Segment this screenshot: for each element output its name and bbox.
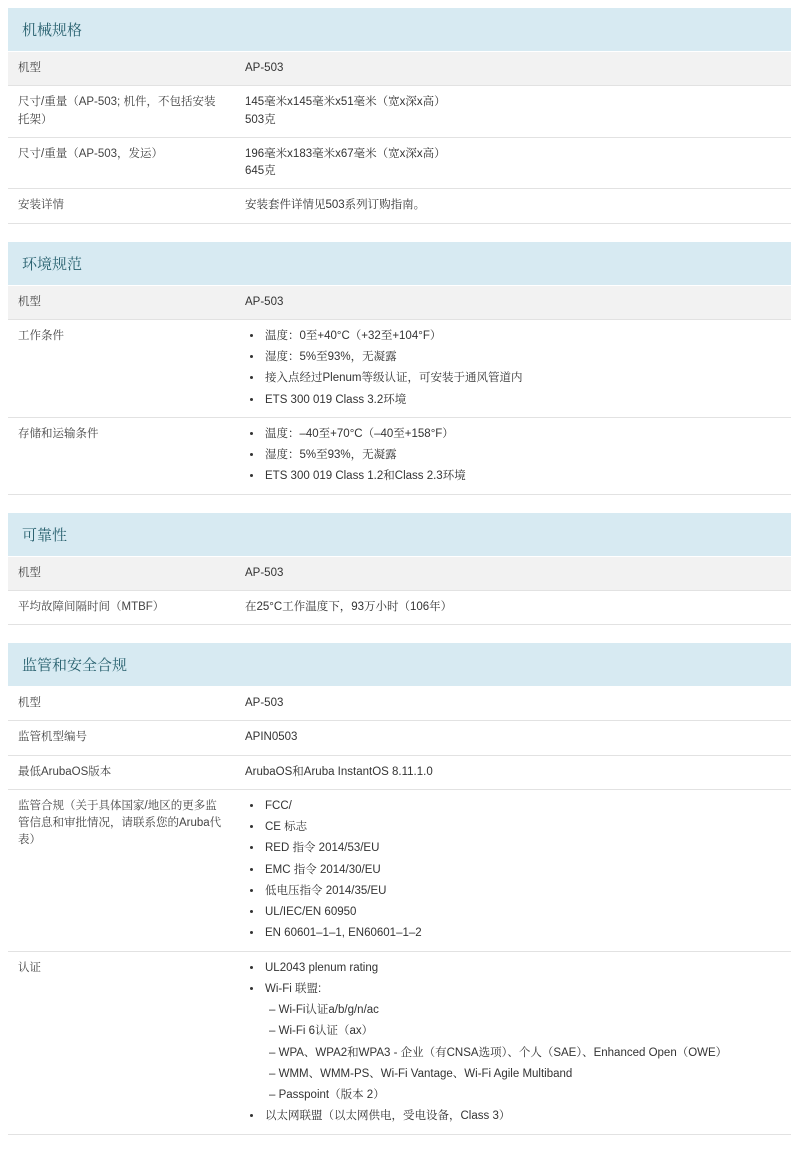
row-label: 最低ArubaOS版本	[8, 755, 235, 789]
sub-list-item: – WMM、WMM-PS、Wi-Fi Vantage、Wi-Fi Agile Multiband	[269, 1066, 781, 1083]
spec-section	[8, 242, 791, 495]
row-label: 尺寸/重量（AP-503; 机件，不包括安装托架）	[8, 86, 235, 138]
spec-table	[8, 557, 791, 626]
list-item: • ETS 300 019 Class 3.2环境	[263, 392, 781, 409]
list-item	[263, 960, 781, 977]
list-item-label: Wi-Fi 联盟:	[265, 982, 322, 995]
row-value	[235, 189, 791, 223]
row-label: 工作条件	[8, 319, 235, 417]
bullet-list	[245, 960, 781, 1126]
section-title: 机械规格	[8, 8, 791, 52]
row-label: 监管机型编号	[8, 721, 235, 755]
table-row	[8, 52, 791, 86]
bullet-list	[245, 798, 781, 943]
table-row	[8, 86, 791, 138]
list-item: • CE 标志	[263, 819, 781, 836]
spec-table	[8, 687, 791, 1135]
spec-section	[8, 513, 791, 626]
list-item: • 低电压指令 2014/35/EU	[263, 883, 781, 900]
row-value	[235, 789, 791, 951]
value-line: ArubaOS和Aruba InstantOS 8.11.1.0	[245, 765, 433, 778]
spec-table	[8, 52, 791, 224]
list-item: • 温度：–40至+70°C（–40至+158°F）	[263, 426, 781, 443]
spec-sections	[8, 8, 791, 1135]
sub-list-item: – Wi-Fi 6认证（ax）	[269, 1023, 781, 1040]
row-label: 平均故障间隔时间（MTBF）	[8, 590, 235, 624]
section-title: 监管和安全合规	[8, 643, 791, 687]
list-item: • ETS 300 019 Class 1.2和Class 2.3环境	[263, 468, 781, 485]
row-label: 尺寸/重量（AP-503，发运）	[8, 137, 235, 189]
section-title: 可靠性	[8, 513, 791, 557]
table-row	[8, 557, 791, 591]
row-value	[235, 417, 791, 494]
value-line: AP-503	[245, 62, 284, 74]
spec-section	[8, 643, 791, 1135]
table-row	[8, 951, 791, 1134]
row-value	[235, 319, 791, 417]
row-label: 监管合规（关于具体国家/地区的更多监管信息和审批情况，请联系您的Aruba代表）	[8, 789, 235, 951]
table-row	[8, 755, 791, 789]
list-item: • FCC/	[263, 798, 781, 815]
row-value	[235, 286, 791, 320]
value-line: 在25°C工作温度下，93万小时（106年）	[245, 600, 453, 613]
spec-section	[8, 8, 791, 224]
spec-table	[8, 286, 791, 495]
row-value	[235, 52, 791, 86]
row-value	[235, 951, 791, 1134]
row-label: 机型	[8, 557, 235, 591]
row-value	[235, 590, 791, 624]
list-item-label: 以太网联盟（以太网供电，受电设备，Class 3）	[265, 1110, 511, 1123]
table-row	[8, 319, 791, 417]
table-row	[8, 137, 791, 189]
sub-list-item: – Wi-Fi认证a/b/g/n/ac	[269, 1002, 781, 1019]
list-item: • UL/IEC/EN 60950	[263, 904, 781, 921]
list-item: • 湿度：5%至93%，无凝露	[263, 447, 781, 464]
value-line: APIN0503	[245, 731, 298, 744]
row-label: 认证	[8, 951, 235, 1134]
list-item: • 接入点经过Plenum等级认证，可安装于通风管道内	[263, 370, 781, 387]
value-line: 145毫米x145毫米x51毫米（宽x深x高）	[245, 96, 446, 109]
value-line: 安装套件详情见503系列订购指南。	[245, 199, 426, 212]
list-item: • EMC 指令 2014/30/EU	[263, 862, 781, 879]
value-line: AP-503	[245, 295, 284, 308]
row-value	[235, 557, 791, 591]
list-item	[263, 1108, 781, 1125]
list-item: • RED 指令 2014/53/EU	[263, 840, 781, 857]
list-item: • EN 60601–1–1, EN60601–1–2	[263, 925, 781, 942]
value-line: 196毫米x183毫米x67毫米（宽x深x高）	[245, 147, 446, 160]
bullet-list	[245, 328, 781, 409]
list-item	[263, 981, 781, 1105]
row-value	[235, 687, 791, 721]
bullet-list	[245, 426, 781, 486]
sub-list	[265, 1002, 781, 1104]
table-row	[8, 189, 791, 223]
row-value	[235, 721, 791, 755]
row-label: 机型	[8, 687, 235, 721]
row-label: 存储和运输条件	[8, 417, 235, 494]
table-row	[8, 687, 791, 721]
row-value	[235, 137, 791, 189]
value-line: AP-503	[245, 697, 284, 709]
value-line: AP-503	[245, 566, 284, 579]
table-row	[8, 721, 791, 755]
value-line: 503克	[245, 113, 276, 126]
row-value	[235, 86, 791, 138]
value-line: 645克	[245, 165, 276, 177]
row-label: 安装详情	[8, 189, 235, 223]
row-label: 机型	[8, 286, 235, 320]
row-value	[235, 755, 791, 789]
list-item-label: UL2043 plenum rating	[265, 961, 379, 974]
list-item: • 湿度：5%至93%，无凝露	[263, 349, 781, 366]
section-title: 环境规范	[8, 242, 791, 286]
table-row	[8, 417, 791, 494]
table-row	[8, 590, 791, 624]
table-row	[8, 789, 791, 951]
table-row	[8, 286, 791, 320]
sub-list-item: – WPA、WPA2和WPA3 - 企业（有CNSA选项）、个人（SAE）、Enhanced Open（OWE）	[269, 1045, 781, 1062]
row-label: 机型	[8, 52, 235, 86]
sub-list-item: – Passpoint（版本 2）	[269, 1087, 781, 1104]
list-item: • 温度：0至+40°C（+32至+104°F）	[263, 328, 781, 345]
